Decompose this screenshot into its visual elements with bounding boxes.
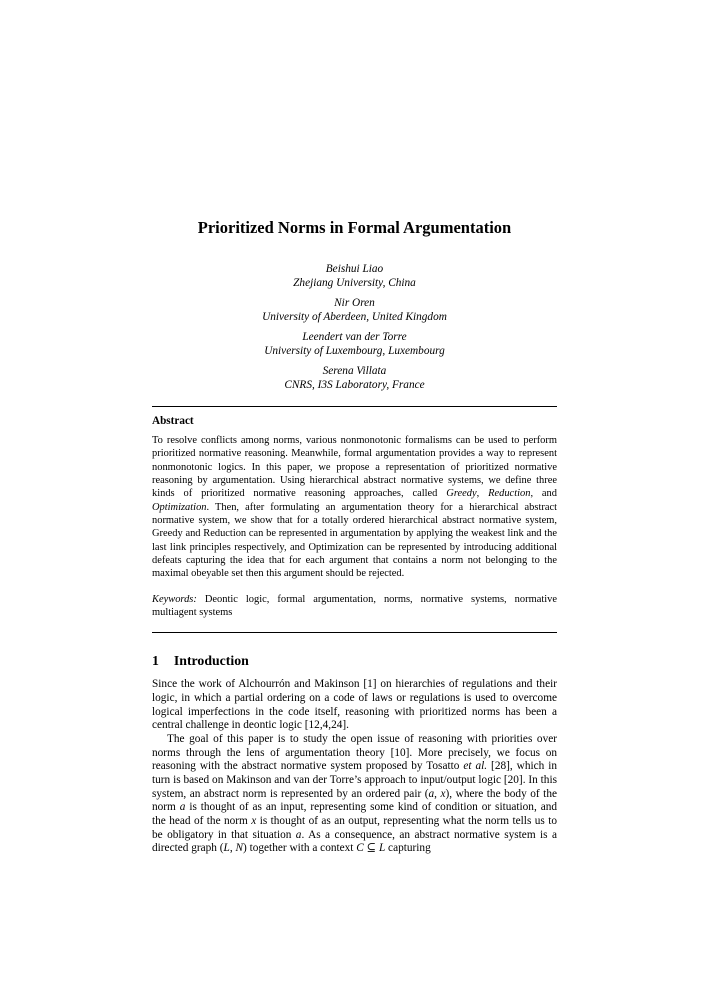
author-block	[152, 365, 557, 392]
author-affiliation: CNRS, I3S Laboratory, France	[284, 378, 425, 391]
abstract-rule-top	[152, 406, 557, 407]
section-heading-introduction	[152, 653, 557, 669]
keywords-text: Deontic logic, formal argumentation, norms, normative systems, normative multiagent systems	[152, 593, 557, 619]
author-name: Nir Oren	[334, 297, 375, 309]
author-block	[152, 297, 557, 324]
abstract-heading: Abstract	[152, 415, 194, 427]
author-block	[152, 263, 557, 290]
author-affiliation: Zhejiang University, China	[293, 276, 416, 289]
intro-paragraph-2: The goal of this paper is to study the open issue of reasoning with priorities over norms through the lens of argumentation theory [10]. More precisely, we focus on reasoning with the abstract normative system proposed by Tosatto et al. [28], which in turn is based on Makinson and van der Torre’s approach to input/output logic [20]. In this system, an abstract norm is represented by an ordered pair (a, x), where the body of the norm a is thought of as an input, representing some kind of condition or situation, and the head of the norm x is thought of as an output, representing what the norm tells us to be obligatory in that situation a. As a consequence, an abstract normative system is a directed graph (L, N) together with a context C ⊆ L capturing	[152, 733, 558, 855]
abstract-rule-bottom	[152, 632, 557, 633]
author-name: Beishui Liao	[325, 263, 384, 275]
author-affiliation: University of Luxembourg, Luxembourg	[264, 344, 445, 357]
author-name: Serena Villata	[322, 365, 387, 377]
author-affiliation: University of Aberdeen, United Kingdom	[262, 310, 447, 323]
author-name: Leendert van der Torre	[302, 331, 407, 343]
keywords-line	[152, 593, 557, 620]
paper-title: Prioritized Norms in Formal Argumentation	[197, 218, 512, 237]
section-number: 1	[152, 653, 159, 669]
keywords-label: Keywords:	[152, 593, 197, 605]
section-title: Introduction	[173, 653, 249, 669]
author-block	[152, 331, 557, 358]
abstract-text: To resolve conflicts among norms, various nonmonotonic formalisms can be used to perform prioritized normative reasoning. Meanwhile, formal argumentation provides a way to represent nonmonotonic logics. In this paper, we propose a representation of prioritized normative reasoning by argumentation. Using hierarchical abstract normative systems, we define three kinds of prioritized normative reasoning approaches, called Greedy, Reduction, and Optimization. Then, after formulating an argumentation theory for a hierarchical abstract normative system, we show that for a totally ordered hierarchical abstract normative system, Greedy and Reduction can be represented in argumentation by applying the weakest link and the last link principles respectively, and Optimization can be represented by introducing additional defeats capturing the idea that for each argument that contains a norm not belonging to the maximal obeyable set then this argument should be rejected.	[152, 435, 557, 580]
intro-paragraph-1: Since the work of Alchourrón and Makinson [1] on hierarchies of regulations and their logic, in which a partial ordering on a code of laws or regulations is used to overcome logical imperfections in the code itself, reasoning with prioritized norms has been a central challenge in deontic logic [12,4,24].	[152, 678, 557, 732]
author-list	[152, 263, 557, 392]
